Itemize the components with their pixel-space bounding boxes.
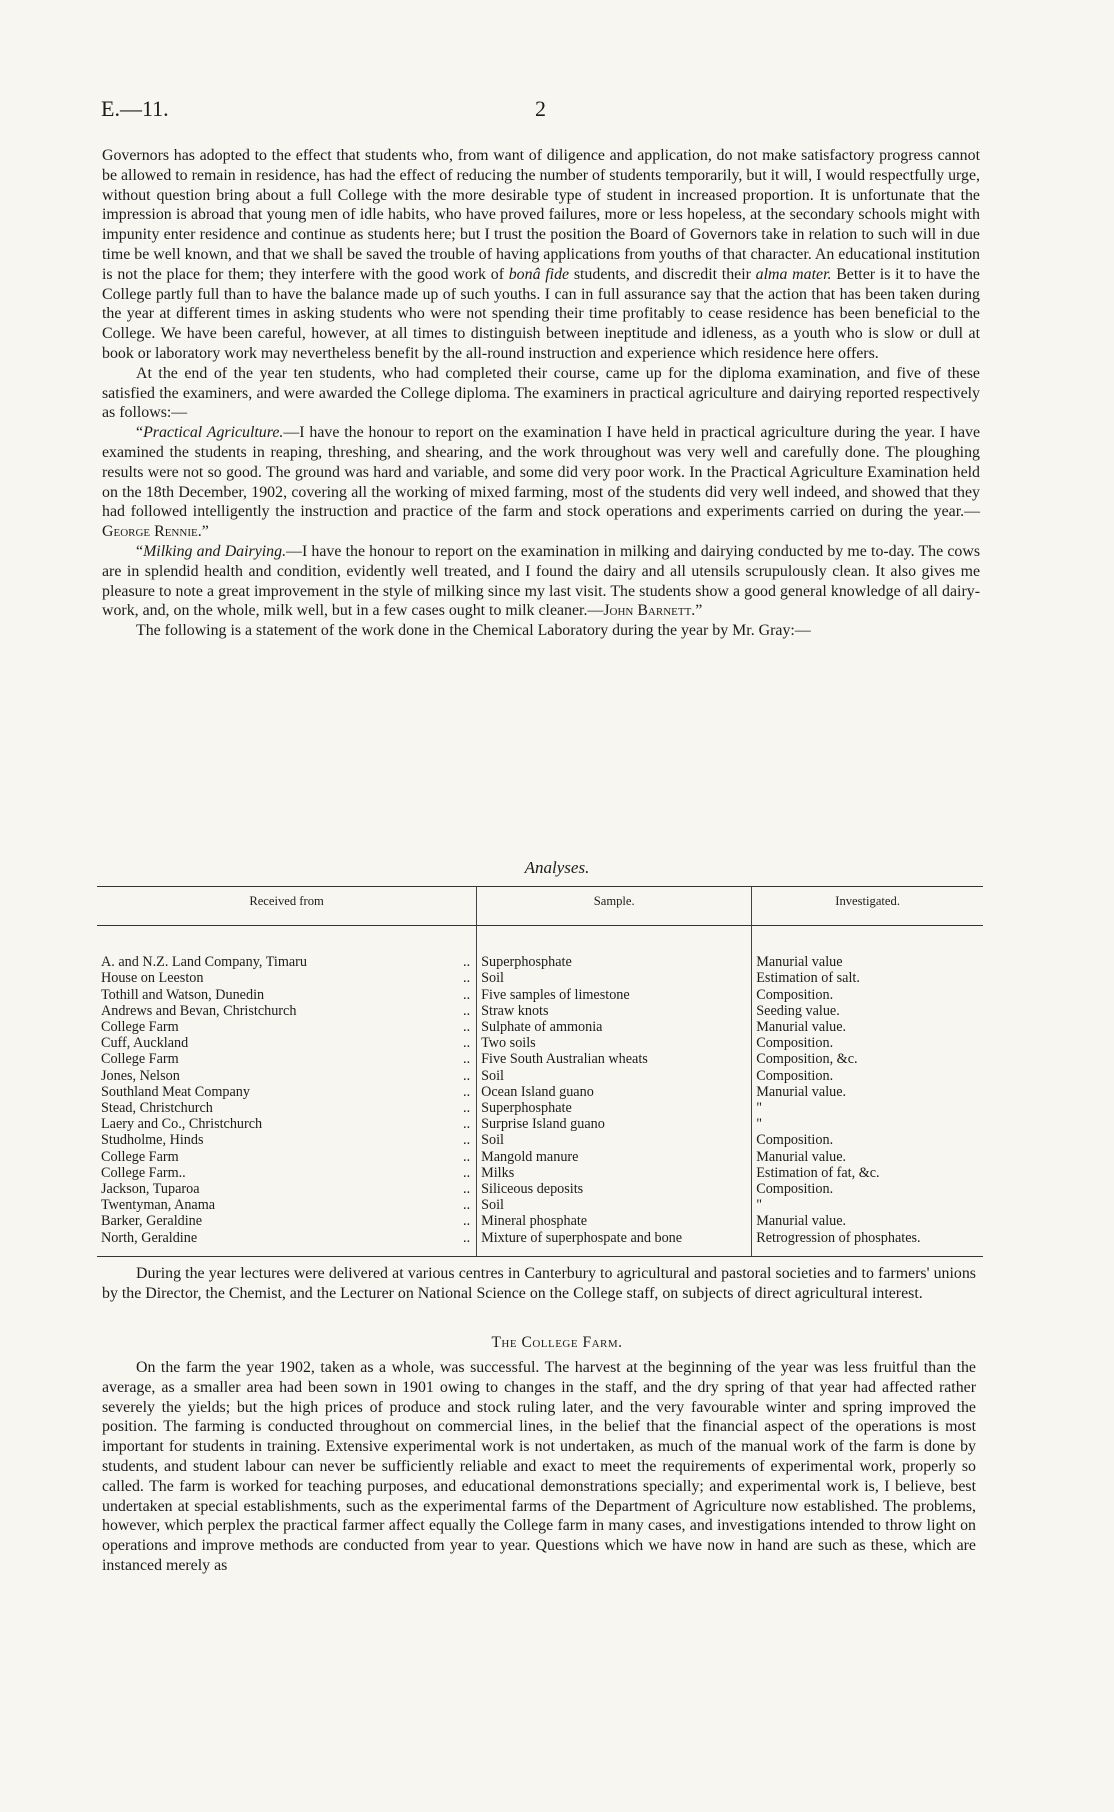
farm-paragraph: On the farm the year 1902, taken as a whole, was successful. The harvest at the beginning of the year was less fruitful than the average, as a smaller area had been sown in 1901 owing to changes in the staff, and the dry spring of that year had affected rather severely the yields; but the high prices of produce and stock ruling later, and the very favourable winter and spring improved the position. The farming is conducted throughout on commercial lines, in the belief that the financial aspect of the operations is most important for students in training. Extensive experimental work is not undertaken, as much of the manual work of the farm is done by students, and student labour can never be sufficiently reliable and exact to meet the requirements of experimental work, properly so called. The farm is worked for teaching purposes, and educational demonstrations specially; and experimental work is, I believe, best undertaken at special establishments, such as the experimental farms of the Department of Agriculture now established. The problems, however, which perplex the practical farmer affect equally the College farm in many cases, and investigations intended to throw light on operations and improve methods are conducted from year to year. Questions which we have now in hand are such as these, which are instanced merely as — [102, 1359, 976, 1574]
sample-cell: Soil — [477, 970, 752, 986]
sample-cell: Soil — [477, 1132, 752, 1148]
dot-leader: .. — [463, 1035, 471, 1052]
table-row — [97, 1084, 983, 1100]
table-row — [97, 954, 983, 970]
diploma-paragraph: At the end of the year ten students, who had completed their course, came up for the diploma examination, and five of these satisfied the examiners, and were awarded the College diploma. The examiners in practical agriculture and dairying reported respectively as follows:— — [102, 364, 980, 422]
table-row — [97, 1149, 983, 1165]
investigated-cell: Estimation of salt. — [752, 970, 983, 986]
sample-cell: Straw knots — [477, 1003, 752, 1019]
investigated-cell: " — [752, 1100, 983, 1116]
statement-line: The following is a statement of the work done in the Chemical Laboratory during the year by Mr. Gray:— — [136, 622, 811, 640]
sample-cell: Surprise Island guano — [477, 1116, 752, 1132]
analyses-table — [97, 886, 983, 1257]
table-row — [97, 1035, 983, 1051]
column-header: Investigated. — [752, 887, 983, 926]
body-text-farm — [102, 1358, 976, 1576]
table-row — [97, 1068, 983, 1084]
investigated-cell: " — [752, 1116, 983, 1132]
dot-leader: .. — [463, 1132, 471, 1149]
received-from-cell: College Farm .. — [101, 1148, 471, 1165]
sample-cell: Soil — [477, 1068, 752, 1084]
dot-leader: .. — [463, 954, 471, 971]
dot-leader: .. — [463, 970, 471, 987]
received-from-cell: Andrews and Bevan, Christchurch .. — [101, 1002, 471, 1019]
received-from-cell: Cuff, Auckland .. — [101, 1035, 471, 1052]
investigated-cell: Manurial value. — [752, 1149, 983, 1165]
investigated-cell: Retrogression of phosphates. — [752, 1230, 983, 1257]
dot-leader: .. — [463, 1164, 471, 1181]
received-from-cell: Southland Meat Company .. — [101, 1083, 471, 1100]
table-row — [97, 1165, 983, 1181]
table-row — [97, 1230, 983, 1257]
received-from-cell: Laery and Co., Christchurch .. — [101, 1116, 471, 1133]
received-from-cell: Studholme, Hinds .. — [101, 1132, 471, 1149]
investigated-cell: Seeding value. — [752, 1003, 983, 1019]
signature: George Rennie. — [102, 523, 202, 541]
received-from-cell: Tothill and Watson, Dunedin .. — [101, 986, 471, 1003]
received-from-cell: College Farm.. .. — [101, 1164, 471, 1181]
table-row — [97, 1051, 983, 1067]
table-body — [97, 926, 983, 1257]
received-from-cell: A. and N.Z. Land Company, Timaru .. — [101, 954, 471, 971]
sample-cell: Five South Australian wheats — [477, 1051, 752, 1067]
lectures-paragraph: During the year lectures were delivered at various centres in Canterbury to agricultural and pastoral societies and to farmers' unions by the Director, the Chemist, and the Lecturer on National Science on the College staff, on subjects of direct agricultural interest. — [102, 1265, 976, 1302]
received-from-cell: Jackson, Tuparoa .. — [101, 1181, 471, 1198]
sample-cell: Soil — [477, 1197, 752, 1213]
investigated-cell: Composition. — [752, 1132, 983, 1148]
received-from-cell: North, Geraldine .. — [97, 1230, 477, 1257]
table-row — [97, 987, 983, 1003]
table-caption: Analyses. — [524, 858, 590, 877]
table-row — [97, 1181, 983, 1197]
table-row — [97, 1132, 983, 1148]
dot-leader: .. — [463, 1181, 471, 1198]
sample-cell: Two soils — [477, 1035, 752, 1051]
dot-leader: .. — [463, 1116, 471, 1133]
sample-cell: Siliceous deposits — [477, 1181, 752, 1197]
received-from-cell: College Farm .. — [101, 1019, 471, 1036]
table-row — [97, 1100, 983, 1116]
column-header: Received from — [97, 887, 477, 926]
dot-leader: .. — [463, 1067, 471, 1084]
table-row — [97, 970, 983, 986]
table-header-row — [97, 887, 983, 926]
body-text-upper — [102, 146, 980, 641]
dot-leader: .. — [463, 1197, 471, 1214]
received-from-cell: Twentyman, Anama .. — [101, 1197, 471, 1214]
table-row — [97, 1003, 983, 1019]
received-from-cell: Barker, Geraldine .. — [101, 1213, 471, 1230]
sample-cell: Mixture of superphospate and bone — [477, 1230, 752, 1257]
column-header: Sample. — [477, 887, 752, 926]
investigated-cell: Manurial value. — [752, 1019, 983, 1035]
investigated-cell: Composition. — [752, 1181, 983, 1197]
sample-cell: Ocean Island guano — [477, 1084, 752, 1100]
investigated-cell: Composition. — [752, 987, 983, 1003]
dot-leader: .. — [463, 1019, 471, 1036]
practical-agriculture-report: “Practical Agriculture.—I have the honour to report on the examination I have held in practical agriculture during the year. I have examined the students in reaping, threshing, and shearing, and the work throughout was very well and carefully done. The ploughing results were not so good. The ground was hard and variable, and some did very poor work. In the Practical Agriculture Examination held on the 18th December, 1902, covering all the working of mixed farming, most of the students did very well indeed, and showed that they had followed intelligently the instruction and practice of the farm and stock operations and experiments carried on during the year.—George Rennie.” — [102, 424, 980, 541]
document-reference: E.—11. — [101, 96, 169, 121]
sample-cell: Sulphate of ammonia — [477, 1019, 752, 1035]
sample-cell: Superphosphate — [477, 954, 752, 970]
investigated-cell: Composition. — [752, 1068, 983, 1084]
intro-paragraph: Governors has adopted to the effect that students who, from want of diligence and application, do not make satisfactory progress cannot be allowed to remain in residence, has had the effect of reducing the number of students temporarily, but it will, I would respectfully urge, without question bring about a full College with the more desirable type of student in increased proportion. It is unfortunate that the impression is abroad that young men of idle habits, who have proved failures, more or less hopeless, at the secondary schools might with impunity enter residence and continue as students here; but I trust the position the Board of Governors take in relation to such will in due time be well known, and that we shall be saved the trouble of having applications from youths of that character. An educational institution is not the place for them; they interfere with the good work of bonâ fide students, and discredit their alma mater. Better is it to have the College partly full than to have the balance made up of such youths. I can in full assurance say that the action that has been taken during the year at different times in asking students who were not spending their time profitably to cease residence has been beneficial to the College. We have been careful, however, at all times to distinguish between ineptitude and idleness, as a youth who is slow or dull at book or laboratory work may nevertheless benefit by the all-round instruction and experience which residence here offers. — [102, 147, 980, 362]
sample-cell: Mangold manure — [477, 1149, 752, 1165]
received-from-cell: House on Leeston .. — [101, 970, 471, 987]
received-from-cell: Stead, Christchurch .. — [101, 1100, 471, 1117]
sample-cell: Milks — [477, 1165, 752, 1181]
investigated-cell: Estimation of fat, &c. — [752, 1165, 983, 1181]
dot-leader: .. — [463, 1229, 471, 1246]
dot-leader: .. — [463, 1051, 471, 1068]
body-text-lectures — [102, 1264, 976, 1304]
received-from-cell: Jones, Nelson .. — [101, 1067, 471, 1084]
dairying-report: “Milking and Dairying.—I have the honour to report on the examination in milking and dairying conducted by me to-day. The cows are in splendid health and condition, evidently well treated, and I found the dairy and all utensils scrupulously clean. It also gives me pleasure to note a great improvement in the style of milking since my last visit. The students show a good general knowledge of all dairy-work, and, on the whole, milk well, but in a few cases ought to milk cleaner.—John Barnett.” — [102, 542, 981, 620]
investigated-cell: Manurial value. — [752, 1084, 983, 1100]
sample-cell: Mineral phosphate — [477, 1213, 752, 1229]
dot-leader: .. — [463, 1002, 471, 1019]
page-number: 2 — [535, 96, 546, 121]
investigated-cell: " — [752, 1197, 983, 1213]
investigated-cell: Composition, &c. — [752, 1051, 983, 1067]
dot-leader: .. — [463, 1100, 471, 1117]
signature: John Barnett. — [603, 602, 696, 620]
investigated-cell: Manurial value. — [752, 1213, 983, 1229]
table-row — [97, 1213, 983, 1229]
investigated-cell: Manurial value — [752, 954, 983, 970]
dot-leader: .. — [463, 1148, 471, 1165]
table-row — [97, 1019, 983, 1035]
received-from-cell: College Farm .. — [101, 1051, 471, 1068]
table-row — [97, 1197, 983, 1213]
table-row — [97, 1116, 983, 1132]
sample-cell: Superphosphate — [477, 1100, 752, 1116]
investigated-cell: Composition. — [752, 1035, 983, 1051]
dot-leader: .. — [463, 1083, 471, 1100]
sample-cell: Five samples of limestone — [477, 987, 752, 1003]
dot-leader: .. — [463, 986, 471, 1003]
dot-leader: .. — [463, 1213, 471, 1230]
section-heading: The College Farm. — [491, 1334, 623, 1351]
